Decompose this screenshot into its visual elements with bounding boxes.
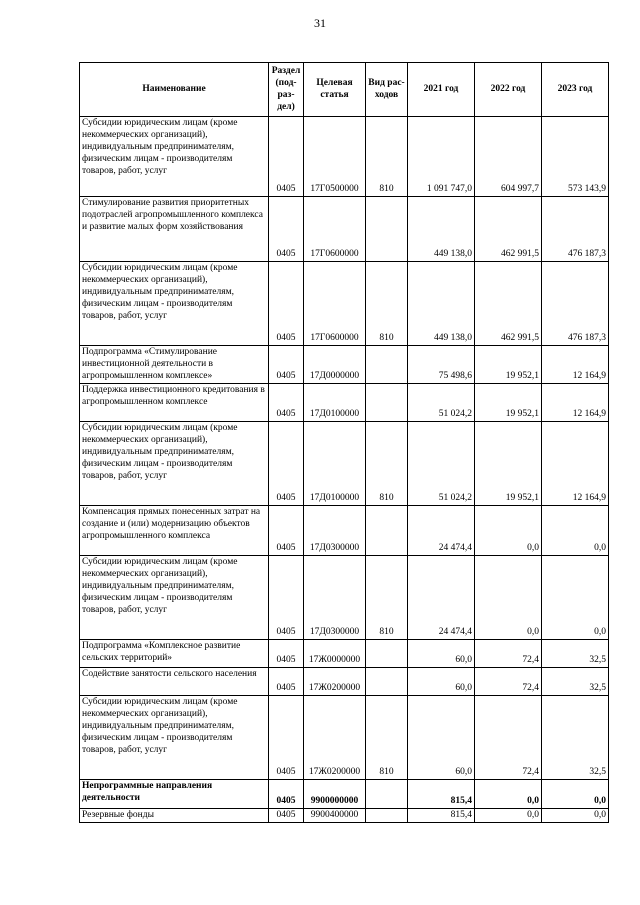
cell-name: Резервные фонды xyxy=(80,809,269,823)
table-row xyxy=(80,668,609,696)
table-row xyxy=(80,262,609,346)
cell-2021: 815,4 xyxy=(408,809,475,823)
cell-2021: 75 498,6 xyxy=(408,346,475,384)
cell-2023: 573 143,9 xyxy=(542,117,609,197)
table-row xyxy=(80,640,609,668)
page-number: 31 xyxy=(314,16,326,30)
cell-name: Субсидии юридическим лицам (кроме некоммерческих организаций), индивидуальным предпринимателям, физическим лицам - производителям товаров, работ, услуг xyxy=(80,262,269,346)
cell-target: 17Г0600000 xyxy=(304,262,366,346)
cell-target: 17Г0500000 xyxy=(304,117,366,197)
cell-expense-type: 810 xyxy=(366,422,408,506)
cell-expense-type: 810 xyxy=(366,696,408,780)
cell-2022: 19 952,1 xyxy=(475,384,542,422)
cell-target: 9900000000 xyxy=(304,780,366,809)
cell-2022: 604 997,7 xyxy=(475,117,542,197)
cell-section: 0405 xyxy=(269,506,304,556)
cell-2021: 24 474,4 xyxy=(408,556,475,640)
cell-2022: 72,4 xyxy=(475,696,542,780)
cell-2021: 60,0 xyxy=(408,696,475,780)
table-row xyxy=(80,506,609,556)
cell-2023: 32,5 xyxy=(542,640,609,668)
cell-name: Содействие занятости сельского населения xyxy=(80,668,269,696)
cell-section: 0405 xyxy=(269,197,304,262)
cell-section: 0405 xyxy=(269,117,304,197)
cell-2021: 60,0 xyxy=(408,668,475,696)
cell-section: 0405 xyxy=(269,780,304,809)
table-row xyxy=(80,384,609,422)
table-row xyxy=(80,556,609,640)
cell-name: Компенсация прямых понесенных затрат на создание и (или) модернизацию объектов агропромышленного комплекса xyxy=(80,506,269,556)
cell-2023: 12 164,9 xyxy=(542,384,609,422)
cell-expense-type xyxy=(366,384,408,422)
cell-2023: 32,5 xyxy=(542,668,609,696)
cell-2022: 462 991,5 xyxy=(475,197,542,262)
cell-2022: 0,0 xyxy=(475,780,542,809)
cell-2021: 449 138,0 xyxy=(408,197,475,262)
cell-target: 17Г0600000 xyxy=(304,197,366,262)
cell-2022: 19 952,1 xyxy=(475,422,542,506)
header-section: Раздел (под-раз-дел) xyxy=(269,63,304,117)
cell-target: 17Д0100000 xyxy=(304,384,366,422)
table-row xyxy=(80,809,609,823)
cell-2021: 60,0 xyxy=(408,640,475,668)
cell-2022: 0,0 xyxy=(475,556,542,640)
header-name: Наименование xyxy=(80,63,269,117)
cell-2023: 32,5 xyxy=(542,696,609,780)
table-row xyxy=(80,197,609,262)
cell-2022: 72,4 xyxy=(475,668,542,696)
cell-expense-type xyxy=(366,809,408,823)
cell-2022: 72,4 xyxy=(475,640,542,668)
cell-2022: 0,0 xyxy=(475,809,542,823)
table-row xyxy=(80,696,609,780)
budget-table xyxy=(79,62,609,823)
cell-target: 17Д0300000 xyxy=(304,506,366,556)
table-body xyxy=(80,117,609,823)
cell-target: 17Ж0200000 xyxy=(304,696,366,780)
cell-2023: 476 187,3 xyxy=(542,197,609,262)
cell-section: 0405 xyxy=(269,384,304,422)
cell-name: Субсидии юридическим лицам (кроме некоммерческих организаций), индивидуальным предпринимателям, физическим лицам - производителям товаров, работ, услуг xyxy=(80,422,269,506)
cell-section: 0405 xyxy=(269,422,304,506)
header-expense-type: Вид рас-ходов xyxy=(366,63,408,117)
cell-name: Подпрограмма «Стимулирование инвестиционной деятельности в агропромышленном комплексе» xyxy=(80,346,269,384)
cell-2023: 12 164,9 xyxy=(542,346,609,384)
cell-2023: 0,0 xyxy=(542,556,609,640)
cell-expense-type xyxy=(366,780,408,809)
cell-2022: 462 991,5 xyxy=(475,262,542,346)
cell-2022: 19 952,1 xyxy=(475,346,542,384)
cell-target: 9900400000 xyxy=(304,809,366,823)
table-row xyxy=(80,346,609,384)
cell-expense-type: 810 xyxy=(366,556,408,640)
cell-2021: 51 024,2 xyxy=(408,384,475,422)
cell-expense-type xyxy=(366,506,408,556)
cell-section: 0405 xyxy=(269,346,304,384)
header-2021: 2021 год xyxy=(408,63,475,117)
cell-name: Субсидии юридическим лицам (кроме некоммерческих организаций), индивидуальным предпринимателям, физическим лицам - производителям товаров, работ, услуг xyxy=(80,696,269,780)
cell-expense-type xyxy=(366,346,408,384)
cell-2021: 449 138,0 xyxy=(408,262,475,346)
cell-target: 17Д0300000 xyxy=(304,556,366,640)
cell-target: 17Ж0000000 xyxy=(304,640,366,668)
cell-section: 0405 xyxy=(269,696,304,780)
cell-name: Непрограммные направления деятельности xyxy=(80,780,269,809)
cell-2021: 815,4 xyxy=(408,780,475,809)
cell-2023: 476 187,3 xyxy=(542,262,609,346)
table-row xyxy=(80,780,609,809)
cell-target: 17Д0000000 xyxy=(304,346,366,384)
cell-2023: 0,0 xyxy=(542,809,609,823)
cell-name: Поддержка инвестиционного кредитования в агропромышленном комплексе xyxy=(80,384,269,422)
table-row xyxy=(80,422,609,506)
cell-section: 0405 xyxy=(269,262,304,346)
cell-section: 0405 xyxy=(269,640,304,668)
cell-2021: 1 091 747,0 xyxy=(408,117,475,197)
cell-target: 17Д0100000 xyxy=(304,422,366,506)
cell-section: 0405 xyxy=(269,809,304,823)
cell-expense-type xyxy=(366,668,408,696)
cell-name: Подпрограмма «Комплексное развитие сельских территорий» xyxy=(80,640,269,668)
cell-section: 0405 xyxy=(269,556,304,640)
cell-target: 17Ж0200000 xyxy=(304,668,366,696)
cell-expense-type: 810 xyxy=(366,262,408,346)
cell-name: Субсидии юридическим лицам (кроме некоммерческих организаций), индивидуальным предпринимателям, физическим лицам - производителям товаров, работ, услуг xyxy=(80,117,269,197)
header-2023: 2023 год xyxy=(542,63,609,117)
cell-name: Субсидии юридическим лицам (кроме некоммерческих организаций), индивидуальным предпринимателям, физическим лицам - производителям товаров, работ, услуг xyxy=(80,556,269,640)
cell-section: 0405 xyxy=(269,668,304,696)
cell-2021: 24 474,4 xyxy=(408,506,475,556)
cell-name: Стимулирование развития приоритетных подотраслей агропромышленного комплекса и развитие малых форм хозяйствования xyxy=(80,197,269,262)
cell-2022: 0,0 xyxy=(475,506,542,556)
cell-expense-type xyxy=(366,197,408,262)
cell-expense-type xyxy=(366,640,408,668)
cell-2023: 12 164,9 xyxy=(542,422,609,506)
cell-2023: 0,0 xyxy=(542,506,609,556)
header-row xyxy=(80,63,609,117)
header-2022: 2022 год xyxy=(475,63,542,117)
cell-expense-type: 810 xyxy=(366,117,408,197)
header-target: Целевая статья xyxy=(304,63,366,117)
table-row xyxy=(80,117,609,197)
cell-2021: 51 024,2 xyxy=(408,422,475,506)
cell-2023: 0,0 xyxy=(542,780,609,809)
